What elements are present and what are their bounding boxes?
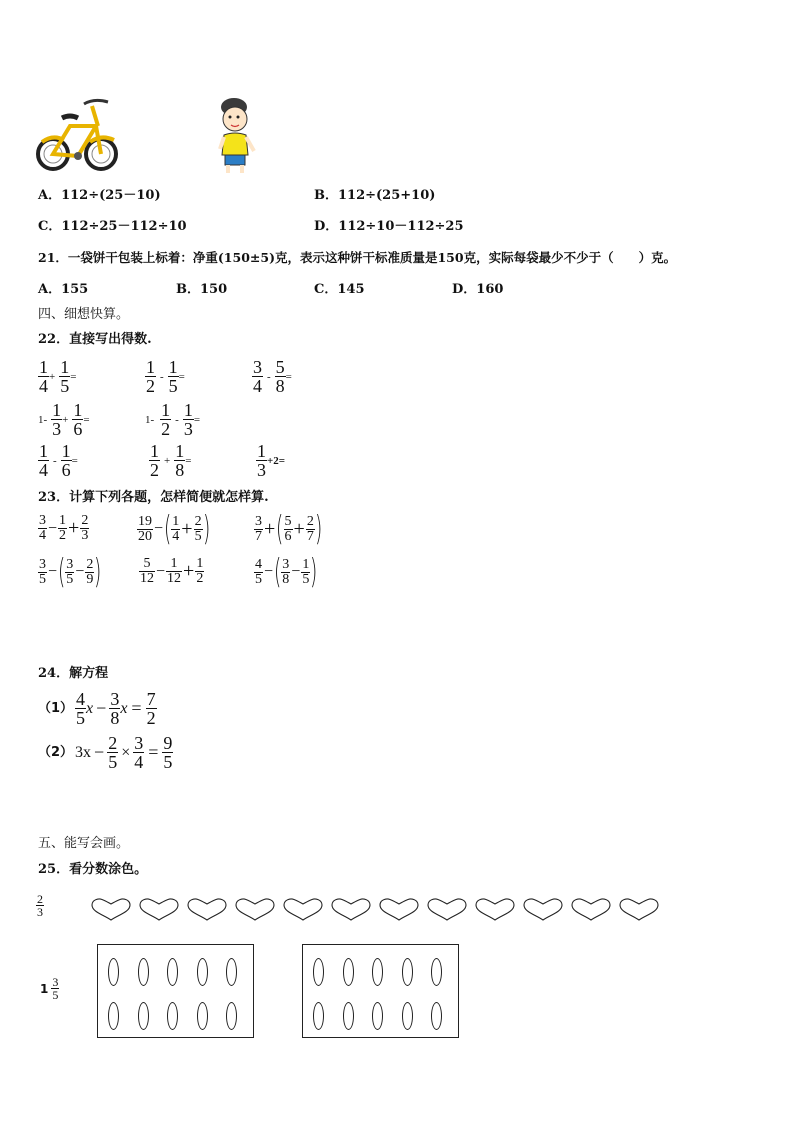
oval-shape[interactable] (313, 958, 324, 986)
q22-expr-1: $\frac{1}{4}$ + $\frac{1}{5}$ = (39, 357, 77, 396)
heart-icon[interactable] (282, 898, 324, 922)
heart-icon[interactable] (618, 898, 660, 922)
oval-shape[interactable] (197, 1002, 208, 1030)
oval-shape[interactable] (402, 1002, 413, 1030)
q23-expr-6: $\frac{4}{5}$ − ( $\frac{3}{8}$ − $\frac{1}{5}$ ) (255, 552, 318, 592)
oval-shape[interactable] (372, 1002, 383, 1030)
oval-shape[interactable] (226, 958, 237, 986)
q23-expr-3: $\frac{3}{7}$ + ( $\frac{5}{6}$ + $\frac{2}{7}$ ) (255, 509, 323, 549)
boy-illustration (216, 95, 256, 175)
q23-expr-5: $\frac{5}{12}$ − $\frac{1}{12}$ + $\frac{1}{2}$ (140, 556, 204, 586)
oval-shape[interactable] (108, 958, 119, 986)
q23-expr-1: $\frac{3}{4}$ − $\frac{1}{2}$ + $\frac{2}{3}$ (39, 513, 89, 543)
q24-stem: 24．解方程 (38, 666, 109, 681)
q21-stem: 21．一袋饼干包装上标着：净重(150±5)克，表示这种饼干标准质量是150克，实际每袋最少不少于（ ）克。 (38, 250, 677, 265)
q23-expr-2: $\frac{19}{20}$ − ( $\frac{1}{4}$ + $\frac{2}{5}$ ) (138, 509, 210, 549)
q23-stem: 23．计算下列各题，怎样简便就怎样算. (38, 490, 269, 505)
q20-option-a: A．112÷(25－10) (38, 188, 161, 203)
section-4-heading: 四、细想快算。 (38, 307, 130, 322)
oval-shape[interactable] (167, 958, 178, 986)
q22-expr-6: $\frac{1}{4}$ - $\frac{1}{6}$ = (39, 441, 78, 480)
heart-icon[interactable] (330, 898, 372, 922)
heart-icon[interactable] (522, 898, 564, 922)
q25-hearts-row (90, 898, 660, 926)
q22-stem: 22．直接写出得数. (38, 332, 152, 347)
q22-expr-3: $\frac{3}{4}$ - $\frac{5}{8}$ = (253, 357, 292, 396)
q21-option-d: D．160 (452, 282, 504, 297)
heart-icon[interactable] (378, 898, 420, 922)
bicycle-illustration (36, 96, 118, 174)
q24-equation-2: （2） 3x − $\frac{2}{5}$ × $\frac{3}{4}$ = $\frac{9}{5}$ (38, 733, 173, 772)
q22-expr-5: 1- $\frac{1}{2}$ - $\frac{1}{3}$ = (145, 400, 201, 439)
heart-icon[interactable] (186, 898, 228, 922)
q23-expr-4: $\frac{3}{5}$ − ( $\frac{3}{5}$ − $\frac{2}{9}$ ) (39, 552, 102, 592)
heart-icon[interactable] (90, 898, 132, 922)
heart-icon[interactable] (570, 898, 612, 922)
q25-stem: 25．看分数涂色。 (38, 862, 148, 877)
q24-equation-1: （1） $\frac{4}{5}$ x − $\frac{3}{8}$ x = $\frac{7}{2}$ (38, 689, 156, 728)
q25-mixed-number: 1 $\frac{3}{5}$ (40, 975, 59, 1002)
heart-icon[interactable] (234, 898, 276, 922)
heart-icon[interactable] (474, 898, 516, 922)
oval-shape[interactable] (343, 958, 354, 986)
oval-shape[interactable] (138, 958, 149, 986)
q21-option-b: B．150 (176, 282, 228, 297)
oval-shape[interactable] (372, 958, 383, 986)
oval-shape[interactable] (313, 1002, 324, 1030)
q22-expr-2: $\frac{1}{2}$ - $\frac{1}{5}$ = (146, 357, 185, 396)
q21-option-c: C．145 (314, 282, 365, 297)
oval-shape[interactable] (343, 1002, 354, 1030)
oval-shape[interactable] (108, 1002, 119, 1030)
oval-shape[interactable] (431, 958, 442, 986)
oval-shape[interactable] (138, 1002, 149, 1030)
q20-option-c: C．112÷25－112÷10 (38, 219, 187, 234)
oval-shape[interactable] (402, 958, 413, 986)
heart-icon[interactable] (138, 898, 180, 922)
q22-expr-8: $\frac{1}{3}$ +2= (257, 441, 286, 480)
section-5-heading: 五、能写会画。 (38, 836, 130, 851)
q22-expr-4: 1- $\frac{1}{3}$ + $\frac{1}{6}$ = (38, 400, 90, 439)
oval-shape[interactable] (226, 1002, 237, 1030)
oval-shape[interactable] (431, 1002, 442, 1030)
heart-icon[interactable] (426, 898, 468, 922)
q20-option-d: D．112÷10－112÷25 (314, 219, 464, 234)
q22-expr-7: $\frac{1}{2}$ + $\frac{1}{8}$ = (150, 441, 192, 480)
oval-shape[interactable] (197, 958, 208, 986)
q20-option-b: B．112÷(25+10) (314, 188, 436, 203)
oval-shape[interactable] (167, 1002, 178, 1030)
q21-option-a: A．155 (38, 282, 89, 297)
q25-fraction-two-thirds: $\frac{2}{3}$ (37, 892, 43, 919)
